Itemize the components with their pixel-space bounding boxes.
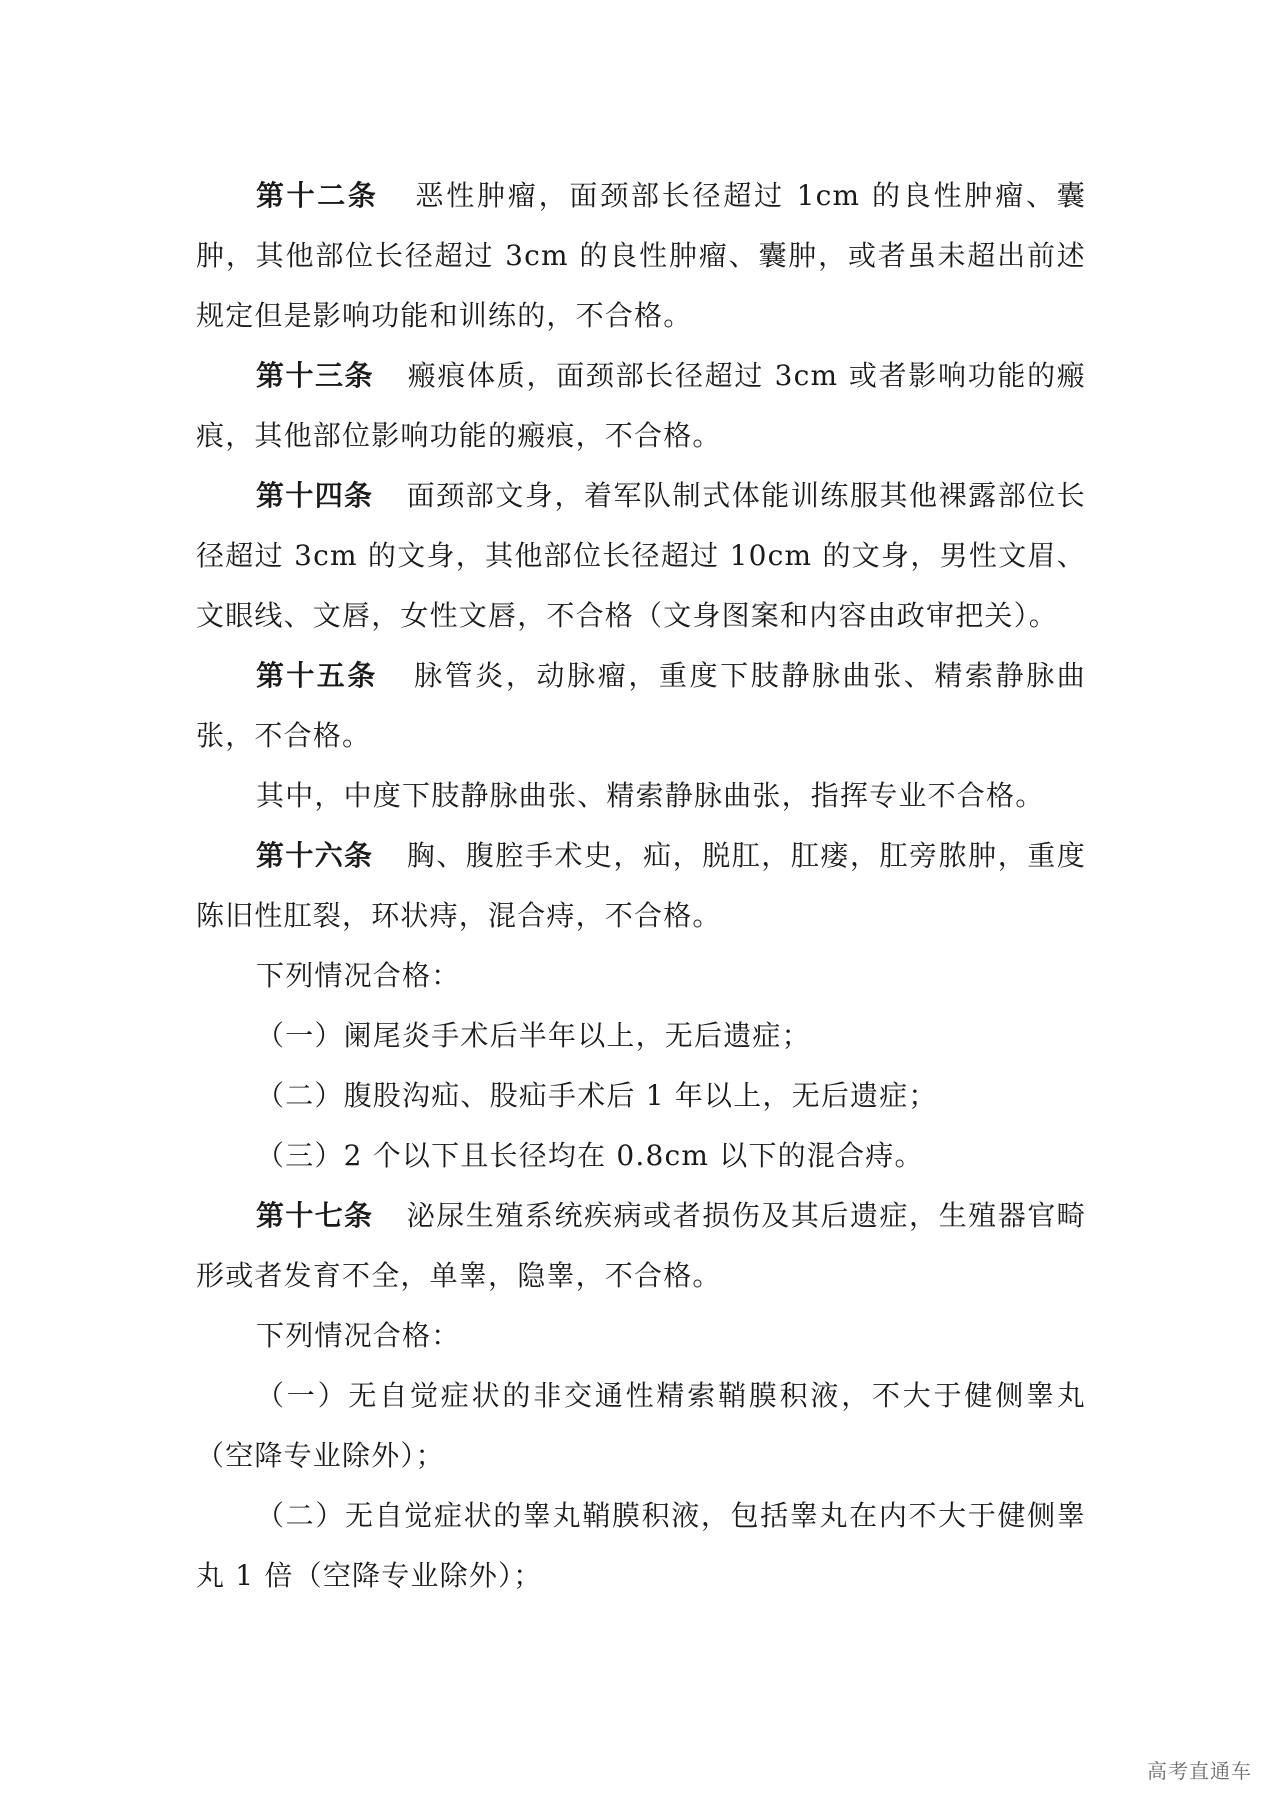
article-12 — [196, 166, 1086, 346]
article-text: 脉管炎，动脉瘤，重度下肢静脉曲张、精索静脉曲张，不合格。 — [196, 659, 1086, 752]
article-13 — [196, 346, 1086, 466]
article-title: 第十七条 — [256, 1199, 374, 1232]
article-title: 第十三条 — [256, 359, 374, 392]
article-title: 第十四条 — [256, 479, 374, 512]
document-page — [196, 166, 1086, 1606]
article-text: 恶性肿瘤，面颈部长径超过 1cm 的良性肿瘤、囊肿，其他部位长径超过 3cm 的良性肿瘤、囊肿，或者虽未超出前述规定但是影响功能和训练的，不合格。 — [196, 179, 1086, 332]
article-16 — [196, 826, 1086, 946]
article-17-item-2: （二）无自觉症状的睾丸鞘膜积液，包括睾丸在内不大于健侧睾丸 1 倍（空降专业除外）； — [196, 1499, 1086, 1592]
article-text: 瘢痕体质，面颈部长径超过 3cm 或者影响功能的瘢痕，其他部位影响功能的瘢痕，不合格。 — [196, 359, 1086, 452]
article-14 — [196, 466, 1086, 646]
watermark-text: 高考直通车 — [1147, 1759, 1252, 1783]
article-17 — [196, 1186, 1086, 1306]
article-16-item-1: （一）阑尾炎手术后半年以上，无后遗症； — [256, 1019, 811, 1052]
article-16-item-2: （二）腹股沟疝、股疝手术后 1 年以上，无后遗症； — [256, 1079, 938, 1112]
article-17-item-1: （一）无自觉症状的非交通性精索鞘膜积液，不大于健侧睾丸（空降专业除外）； — [196, 1379, 1086, 1472]
article-16-intro: 下列情况合格： — [256, 959, 461, 992]
article-17-intro: 下列情况合格： — [256, 1319, 461, 1352]
article-16-item-3: （三）2 个以下且长径均在 0.8cm 以下的混合痔。 — [256, 1139, 924, 1172]
article-15-extra: 其中，中度下肢静脉曲张、精索静脉曲张，指挥专业不合格。 — [256, 779, 1045, 812]
article-title: 第十六条 — [256, 839, 374, 872]
article-text: 面颈部文身，着军队制式体能训练服其他裸露部位长径超过 3cm 的文身，其他部位长径超过 10cm 的文身，男性文眉、文眼线、文唇，女性文唇，不合格（文身图案和内容由政审把关）。 — [196, 479, 1086, 632]
article-15 — [196, 646, 1086, 766]
article-text: 泌尿生殖系统疾病或者损伤及其后遗症，生殖器官畸形或者发育不全，单睾，隐睾，不合格。 — [196, 1199, 1086, 1292]
article-text: 胸、腹腔手术史，疝，脱肛，肛瘘，肛旁脓肿，重度陈旧性肛裂，环状痔，混合痔，不合格。 — [196, 839, 1086, 932]
article-title: 第十五条 — [256, 659, 378, 692]
article-title: 第十二条 — [256, 179, 379, 212]
